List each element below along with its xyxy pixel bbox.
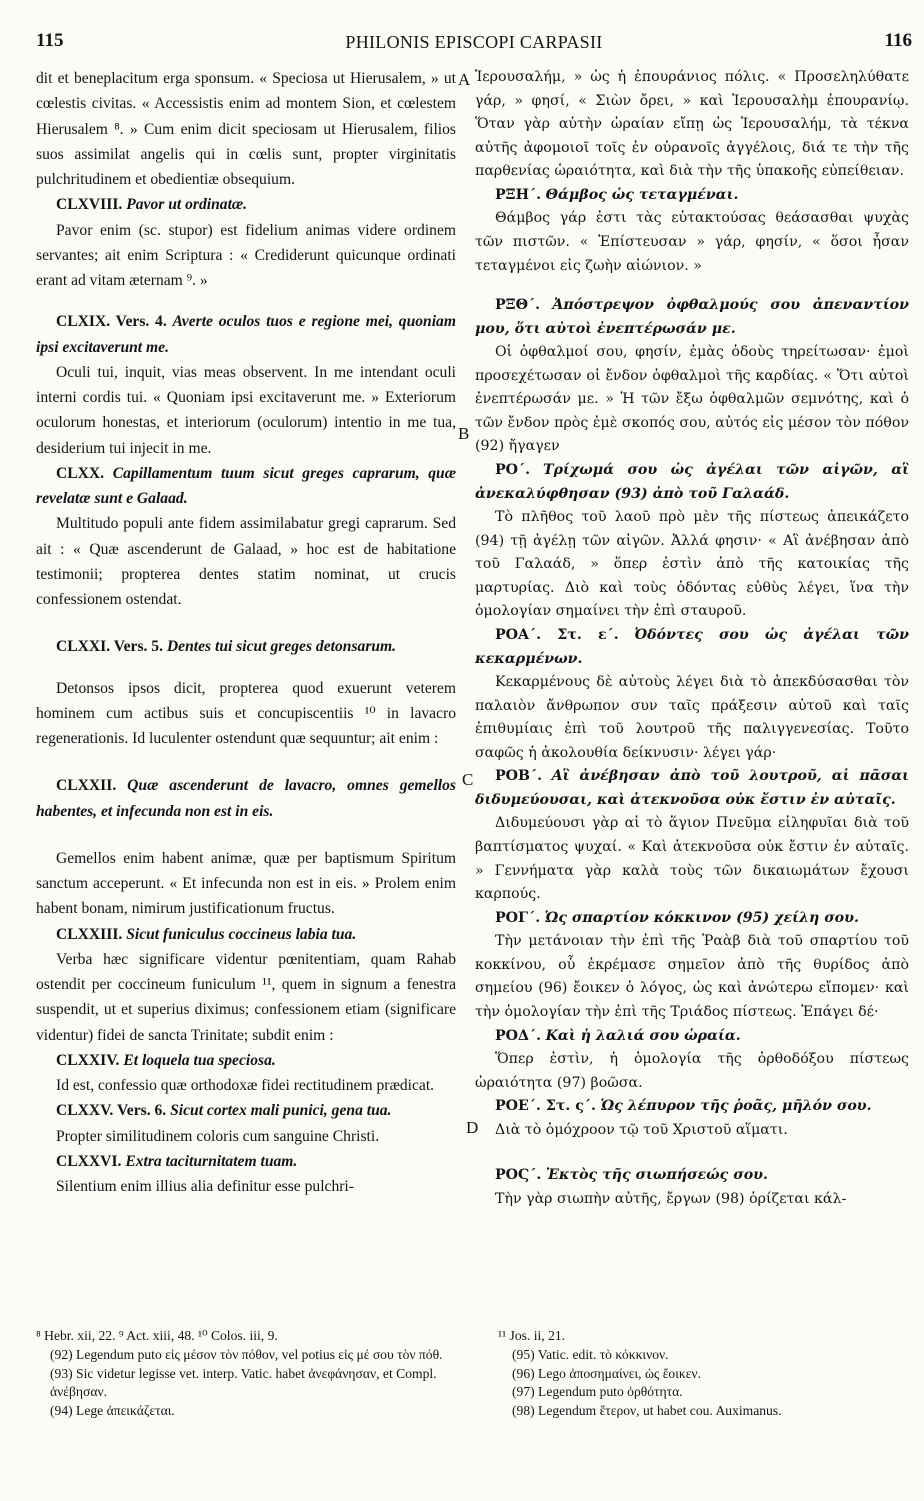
greek-heading-171: ΡΟΑ΄. Στ. ε΄. Ὀδόντες σου ὡς ἀγέλαι τῶν κεκαρμένων.: [475, 626, 909, 667]
greek-heading-172: ΡΟΒ΄. Αἳ ἀνέβησαν ἀπὸ τοῦ λουτροῦ, αἱ πᾶσαι διδυμεύουσαι, καὶ ἀτεκνοῦσα οὐκ ἔστιν ἐν αὐταῖς.: [475, 768, 909, 808]
page-number-left: 115: [36, 30, 64, 51]
latin-heading-172: CLXXII. Quæ ascenderunt de lavacro, omnes gemellos habentes, et infecunda non est in eis.: [36, 777, 456, 820]
greek-heading-176: ΡΟϚ΄. Ἐκτὸς τῆς σιωπήσεώς σου.: [495, 1167, 768, 1184]
footnotes-right: [498, 1327, 910, 1421]
footnote-94: (94) Lege ἀπεικάζεται.: [50, 1403, 175, 1418]
latin-paragraph-170: Multitudo populi ante fidem assimilabatur gregi caprarum. Sed ait : « Quæ ascenderunt de Galaad, » hoc est de habitatione testimonii; propterea dentes statim nominat, ut crucis confessionem ostendat.: [36, 515, 456, 608]
greek-paragraph-176: Τὴν γὰρ σιωπὴν αὐτῆς, ἔργων (98) ὁρίζεται κάλ-: [495, 1190, 847, 1207]
scripture-references-left: ⁸ Hebr. xii, 22. ⁹ Act. xiii, 48. ¹⁰ Colos. iii, 9.: [36, 1328, 278, 1343]
latin-heading-173: CLXXIII. Sicut funiculus coccineus labia tua.: [56, 925, 357, 943]
latin-paragraph-173: Verba hæc significare videntur pœnitentiam, quam Rahab ostendit per coccineum funiculum ¹¹, quem in signum a fenestra suspendit, ut et superius diximus; confessionem etiam (significare videntur) fidei de sancta Trinitate; subdit enim :: [36, 950, 456, 1044]
margin-marker-c: C: [462, 770, 474, 789]
latin-paragraph-176: Silentium enim illius alia definitur esse pulchri-: [56, 1178, 354, 1195]
greek-paragraph-175: Διὰ τὸ ὁμόχροον τῷ τοῦ Χριστοῦ αἵματι.: [495, 1121, 788, 1138]
margin-marker-d: D: [466, 1118, 479, 1137]
latin-paragraph-169: Oculi tui, inquit, vias meas observent. In me intendant oculi interni cordis tui. « Quoniam ipsi excitaverunt me. » Exteriorum oculorum honestas, et interiorum (oculorum) intentio in me tua, desiderium tui injecit in me.: [36, 363, 456, 457]
page-number-right: 116: [884, 30, 912, 51]
footnotes-left: [36, 1327, 466, 1421]
greek-heading-174: ΡΟΔ΄. Καὶ ἡ λαλιά σου ὡραία.: [495, 1027, 741, 1044]
latin-paragraph-168: Pavor enim (sc. stupor) est fidelium animas videre ordinem servantes; ait enim Scriptura : « Crediderunt quicunque ordinati erant ad vitam æternam ⁹. »: [36, 221, 456, 289]
greek-paragraph-172: Διδυμεύουσι γὰρ αἱ τὸ ἅγιον Πνεῦμα εἰληφυῖαι διὰ τοῦ βαπτίσματος ψυχαί. « Καὶ ἀτεκνοῦσα οὐκ ἔστιν ἐν αὐταῖς. » Γεννήματα γὰρ καλὰ τοὺς τῶν δικαιωμάτων ἔχουσι καρπούς.: [475, 815, 909, 903]
latin-heading-171: CLXXI. Vers. 5. Dentes tui sicut greges detonsarum.: [56, 638, 397, 656]
latin-heading-174: CLXXIV. Et loquela tua speciosa.: [56, 1051, 276, 1069]
latin-column: [36, 66, 456, 1199]
latin-heading-175: CLXXV. Vers. 6. Sicut cortex mali punici, gena tua.: [56, 1102, 392, 1120]
greek-paragraph-168: Θάμβος γάρ ἐστι τὰς εὐτακτούσας θεάσασθαι ψυχὰς τῶν πιστῶν. « Ἐπίστευσαν » γάρ, φησίν, « ὅσοι ἦσαν τεταγμένοι εἰς ζωὴν αἰώνιον. »: [475, 210, 909, 274]
latin-paragraph-172: Gemellos enim habent animæ, quæ per baptismum Spiritum sanctum acceperunt. « Et infecunda non est in eis. » Prolem enim habent bonam, nimirum justificationum fructus.: [36, 849, 456, 918]
greek-heading-170: ΡΟ΄. Τρίχωμά σου ὡς ἀγέλαι τῶν αἰγῶν, αἳ ἀνεκαλύφθησαν (93) ἀπὸ τοῦ Γαλαάδ.: [475, 462, 910, 502]
greek-paragraph-169: Οἱ ὀφθαλμοί σου, φησίν, ἐμὰς ὁδοὺς τηρείτωσαν· ἐμοὶ προσεχέτωσαν οἱ ἔνδον ὀφθαλμοὶ τῆς καρδίας. « Ὅτι αὐτοὶ ἐνεπτέρωσάν με. » Ἡ τῶν ἔξω ὀφθαλμῶν σεμνότης, καὶ ὁ τῶν ἔνδον πρὸς ἐμὲ σκοπός σου, αὐτός εἰς μέσον τὸν πόθον (92) ἤγαγεν: [475, 344, 909, 455]
footnote-93: (93) Sic videtur legisse vet. interp. Vatic. habet ἀνεφάνησαν, et Compl. ἀνέβησαν.: [50, 1365, 437, 1400]
margin-marker-b: B: [458, 424, 470, 443]
greek-heading-175: ΡΟΕ΄. Στ. ς΄. Ὡς λέπυρον τῆς ῥοᾶς, μῆλόν σου.: [495, 1098, 872, 1115]
greek-column: [475, 66, 909, 1211]
greek-paragraph-171: Κεκαρμένους δὲ αὐτοὺς λέγει διὰ τὸ ἀπεκδύσασθαι τὸν παλαιὸν ἄνθρωπον συν ταῖς πράξεσιν αὐτοῦ καὶ ταῖς ἐπιθυμίαις ἐπὶ τοῦ λουτροῦ τῆς παλιγγενεσίας. Τοῦτο σαφῶς ἡ ἀκολουθία δείκνυσιν· λέγει γάρ·: [475, 674, 909, 761]
greek-paragraph-intro: Ἱερουσαλήμ, » ὡς ἡ ἐπουράνιος πόλις. « Προσεληλύθατε γάρ, » φησί, « Σιὼν ὄρει, » καὶ Ἱερουσαλὴμ ἐπουρανίῳ. Ὅταν γὰρ αὐτὴν ὡραίαν εἴπῃ ὡς Ἱερουσαλήμ, τὰ τέκνα αὐτῆς ἀφομοιοῖ τοῖς ἐν οὐρανοῖς ἀγγέλοις, διά τε τὴν τῆς παρθενίας ὡραιότητα, καὶ διὰ τὴν τῆς ὑπακοῆς εὐπείθειαν.: [475, 69, 909, 180]
latin-heading-168: CLXVIII. Pavor ut ordinatæ.: [56, 196, 248, 214]
greek-heading-173: ΡΟΓ΄. Ὡς σπαρτίον κόκκινον (95) χείλη σου.: [495, 909, 859, 926]
footnote-96: (96) Lego ἀποσημαίνει, ὡς ἔοικεν.: [512, 1365, 701, 1381]
footnote-97: (97) Legendum puto ὀρθότητα.: [512, 1384, 683, 1400]
greek-paragraph-173: Τὴν μετάνοιαν τὴν ἐπὶ τῆς Ῥαὰβ διὰ τοῦ σπαρτίου τοῦ κοκκίνου, οὗ ἐκρέμασε σημεῖον ἀπὸ τῆς θυρίδος ἀπὸ σημείου (96) ἔοικεν ὁ λόγος, ὡς καὶ ἀνώτερω εἴπομεν· καὶ τὴν ὁμολογίαν τὴν ἐπὶ τῆς Τριάδος πίστεως. Ἐπάγει δέ·: [475, 933, 909, 1020]
greek-paragraph-170: Τὸ πλῆθος τοῦ λαοῦ πρὸ μὲν τῆς πίστεως ἀπεικάζετο (94) τῇ ἀγέλῃ τῶν αἰγῶν. Ἀλλά φησιν· « Αἳ ἀνέβησαν ἀπὸ τοῦ Γαλαάδ, » ὅπερ ἐστὶν ἀπὸ τῆς κατοικίας τῆς μαρτυρίας. Διὸ καὶ τοὺς ὀδόντας εὐθὺς λέγει, ἵνα τὴν ὁμολογίαν σημαίνει τὴν ἐπὶ σταυροῦ.: [475, 509, 909, 620]
margin-marker-a: A: [458, 70, 471, 89]
latin-heading-176: CLXXVI. Extra taciturnitatem tuam.: [56, 1152, 298, 1170]
running-title: PHILONIS EPISCOPI CARPASII: [345, 32, 603, 52]
latin-paragraph-174: Id est, confessio quæ orthodoxæ fidei rectitudinem prædicat.: [56, 1077, 435, 1094]
footnote-98: (98) Legendum ἕτερον, ut habet cou. Auximanus.: [512, 1403, 782, 1418]
latin-paragraph-intro: dit et beneplacitum erga sponsum. « Speciosa ut Hierusalem, » ut cœlestis civitas. « Accessistis enim ad montem Sion, et cœlestem Hierusalem ⁸. » Cum enim dicit speciosam ut Hierusalem, filios suos assimilat angelis qui in cœlis sunt, propter virginitatis pulchritudinem et obedientiæ obsequium.: [36, 70, 456, 188]
scripture-references-right: ¹¹ Jos. ii, 21.: [498, 1328, 566, 1343]
footnote-92: (92) Legendum puto εἰς μέσον τὸν πόθον, vel potius εἰς μέ σου τὸν πόθ.: [50, 1346, 443, 1362]
greek-heading-168: ΡΞΗ΄. Θάμβος ὡς τεταγμέναι.: [495, 186, 739, 203]
latin-paragraph-175: Propter similitudinem coloris cum sanguine Christi.: [56, 1127, 380, 1145]
page-header: [36, 30, 912, 62]
latin-heading-169: CLXIX. Vers. 4. Averte oculos tuos e regione mei, quoniam ipsi excitaverunt me.: [36, 313, 456, 356]
latin-heading-170: CLXX. Capillamentum tuum sicut greges caprarum, quæ revelatæ sunt e Galaad.: [36, 464, 456, 507]
footnote-95: (95) Vatic. edit. τὸ κόκκινον.: [512, 1346, 669, 1362]
greek-paragraph-174: Ὅπερ ἐστὶν, ἡ ὁμολογία τῆς ὀρθοδόξου πίστεως ὡραιότητα (97) βοῶσα.: [475, 1051, 909, 1091]
latin-paragraph-171: Detonsos ipsos dicit, propterea quod exuerunt veterem hominem cum actibus suis et concupiscentiis ¹⁰ in lavacro regenerationis. Id luculenter ostendunt quæ sequuntur; ait enim :: [36, 679, 456, 747]
greek-heading-169: ΡΞΘ΄. Ἀπόστρεψον ὀφθαλμούς σου ἀπεναντίον μου, ὅτι αὐτοὶ ἐνεπτέρωσάν με.: [475, 297, 909, 337]
